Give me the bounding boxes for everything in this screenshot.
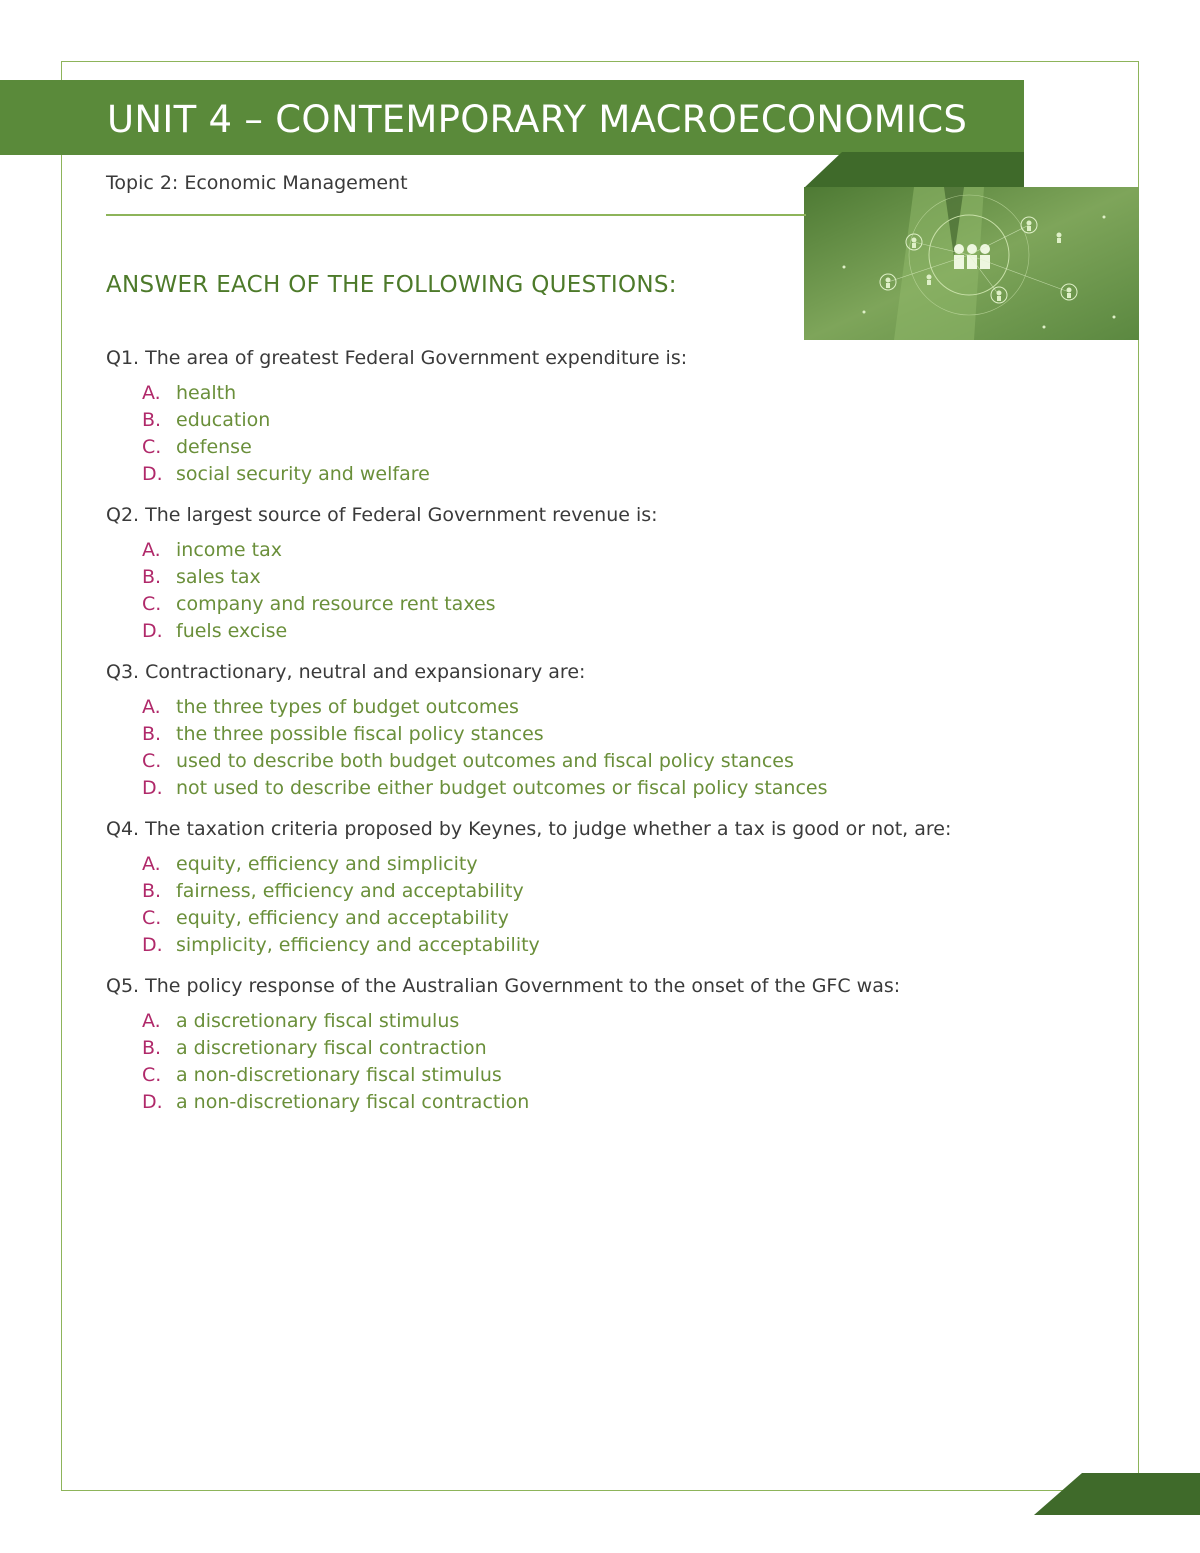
option-a: [142, 537, 1116, 564]
option-text: the three types of budget outcomes: [176, 696, 519, 718]
option-text: a non-discretionary fiscal stimulus: [176, 1064, 502, 1086]
option-letter: C.: [142, 907, 162, 929]
option-text: simplicity, efficiency and acceptability: [176, 934, 540, 956]
footer-corner-decoration: [1034, 1473, 1200, 1515]
option-text: equity, efficiency and acceptability: [176, 907, 509, 929]
option-b: [142, 878, 1116, 905]
option-letter: B.: [142, 1037, 162, 1059]
header-divider: [106, 214, 806, 216]
option-c: [142, 748, 1116, 775]
question-list: [106, 345, 1116, 1130]
option-letter: C.: [142, 593, 162, 615]
option-letter: A.: [142, 1010, 161, 1032]
option-letter: D.: [142, 620, 163, 642]
option-letter: B.: [142, 409, 162, 431]
option-text: health: [176, 382, 237, 404]
option-text: fairness, efficiency and acceptability: [176, 880, 524, 902]
option-text: the three possible fiscal policy stances: [176, 723, 544, 745]
option-c: [142, 591, 1116, 618]
option-letter: D.: [142, 1091, 163, 1113]
option-a: [142, 380, 1116, 407]
option-b: [142, 721, 1116, 748]
option-text: income tax: [176, 539, 282, 561]
option-letter: D.: [142, 463, 163, 485]
option-text: sales tax: [176, 566, 261, 588]
option-text: a discretionary fiscal stimulus: [176, 1010, 460, 1032]
question-5: [106, 973, 1116, 1116]
option-letter: B.: [142, 566, 162, 588]
option-a: [142, 1008, 1116, 1035]
question-stem: Q3. Contractionary, neutral and expansionary are:: [106, 661, 586, 683]
option-text: fuels excise: [176, 620, 288, 642]
option-letter: C.: [142, 750, 162, 772]
option-text: company and resource rent taxes: [176, 593, 496, 615]
option-d: [142, 618, 1116, 645]
option-b: [142, 407, 1116, 434]
option-letter: A.: [142, 696, 161, 718]
option-b: [142, 1035, 1116, 1062]
option-c: [142, 905, 1116, 932]
option-letter: B.: [142, 880, 162, 902]
option-a: [142, 851, 1116, 878]
option-letter: A.: [142, 382, 161, 404]
question-stem: Q1. The area of greatest Federal Government expenditure is:: [106, 347, 688, 369]
section-heading: ANSWER EACH OF THE FOLLOWING QUESTIONS:: [106, 272, 677, 298]
image-tab-decoration: [804, 152, 1024, 188]
option-d: [142, 932, 1116, 959]
option-text: a non-discretionary fiscal contraction: [176, 1091, 530, 1113]
question-2: [106, 502, 1116, 645]
option-d: [142, 461, 1116, 488]
option-b: [142, 564, 1116, 591]
option-d: [142, 1089, 1116, 1116]
option-c: [142, 1062, 1116, 1089]
business-network-people-icon: [804, 187, 1139, 340]
question-stem: Q5. The policy response of the Australian Government to the onset of the GFC was:: [106, 975, 901, 997]
option-text: defense: [176, 436, 252, 458]
option-letter: A.: [142, 853, 161, 875]
question-stem: Q4. The taxation criteria proposed by Keynes, to judge whether a tax is good or not, are:: [106, 818, 952, 840]
topic-subtitle: Topic 2: Economic Management: [106, 172, 408, 194]
option-c: [142, 434, 1116, 461]
question-3: [106, 659, 1116, 802]
option-text: education: [176, 409, 271, 431]
question-1: [106, 345, 1116, 488]
question-stem: Q2. The largest source of Federal Government revenue is:: [106, 504, 658, 526]
option-letter: D.: [142, 934, 163, 956]
option-letter: D.: [142, 777, 163, 799]
option-letter: A.: [142, 539, 161, 561]
option-text: social security and welfare: [176, 463, 430, 485]
option-d: [142, 775, 1116, 802]
option-letter: C.: [142, 1064, 162, 1086]
page-title: UNIT 4 – CONTEMPORARY MACROECONOMICS: [107, 98, 968, 141]
option-text: a discretionary fiscal contraction: [176, 1037, 487, 1059]
option-text: used to describe both budget outcomes and fiscal policy stances: [176, 750, 794, 772]
question-4: [106, 816, 1116, 959]
option-text: not used to describe either budget outcomes or fiscal policy stances: [176, 777, 828, 799]
option-letter: C.: [142, 436, 162, 458]
option-a: [142, 694, 1116, 721]
option-text: equity, efficiency and simplicity: [176, 853, 478, 875]
option-letter: B.: [142, 723, 162, 745]
